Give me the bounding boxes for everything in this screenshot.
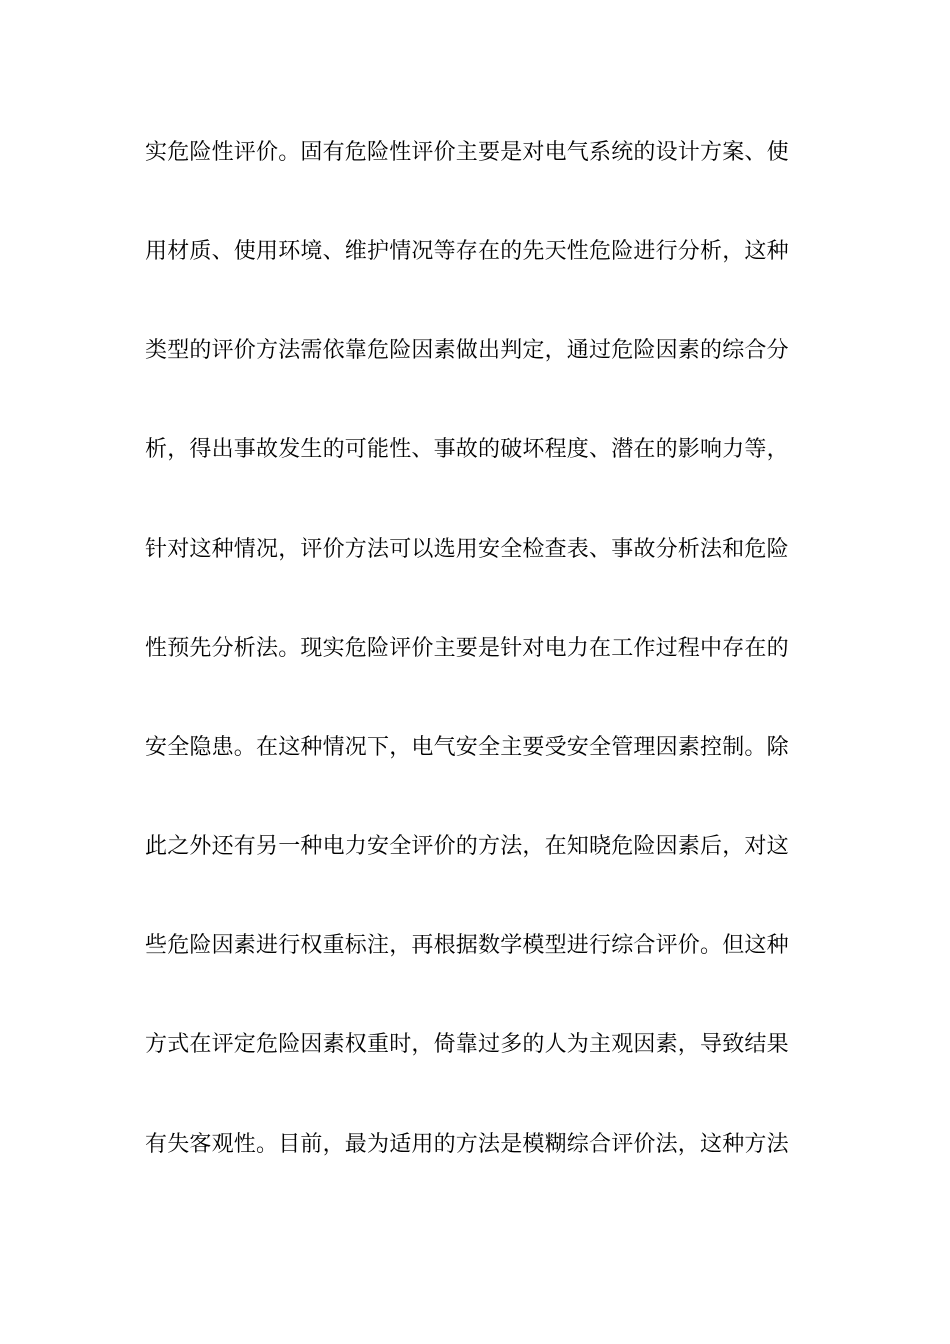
text-line: 有失客观性。目前，最为适用的方法是模糊综合评价法，这种方法 [145,1132,789,1157]
text-line: 实危险性评价。固有危险性评价主要是对电气系统的设计方案、使 [145,140,789,165]
text-line: 些危险因素进行权重标注，再根据数学模型进行综合评价。但这种 [145,933,789,958]
text-line: 用材质、使用环境、维护情况等存在的先天性危险进行分析，这种 [145,239,789,264]
text-line: 针对这种情况，评价方法可以选用安全检查表、事故分析法和危险 [145,537,789,562]
text-line: 安全隐患。在这种情况下，电气安全主要受安全管理因素控制。除 [145,735,789,760]
text-line: 此之外还有另一种电力安全评价的方法，在知晓危险因素后，对这 [145,834,789,859]
text-line: 析，得出事故发生的可能性、事故的破坏程度、潜在的影响力等， [145,437,789,462]
text-line: 类型的评价方法需依靠危险因素做出判定，通过危险因素的综合分 [145,338,789,363]
text-line: 方式在评定危险因素权重时，倚靠过多的人为主观因素，导致结果 [145,1032,789,1057]
text-line: 性预先分析法。现实危险评价主要是针对电力在工作过程中存在的 [145,636,789,661]
